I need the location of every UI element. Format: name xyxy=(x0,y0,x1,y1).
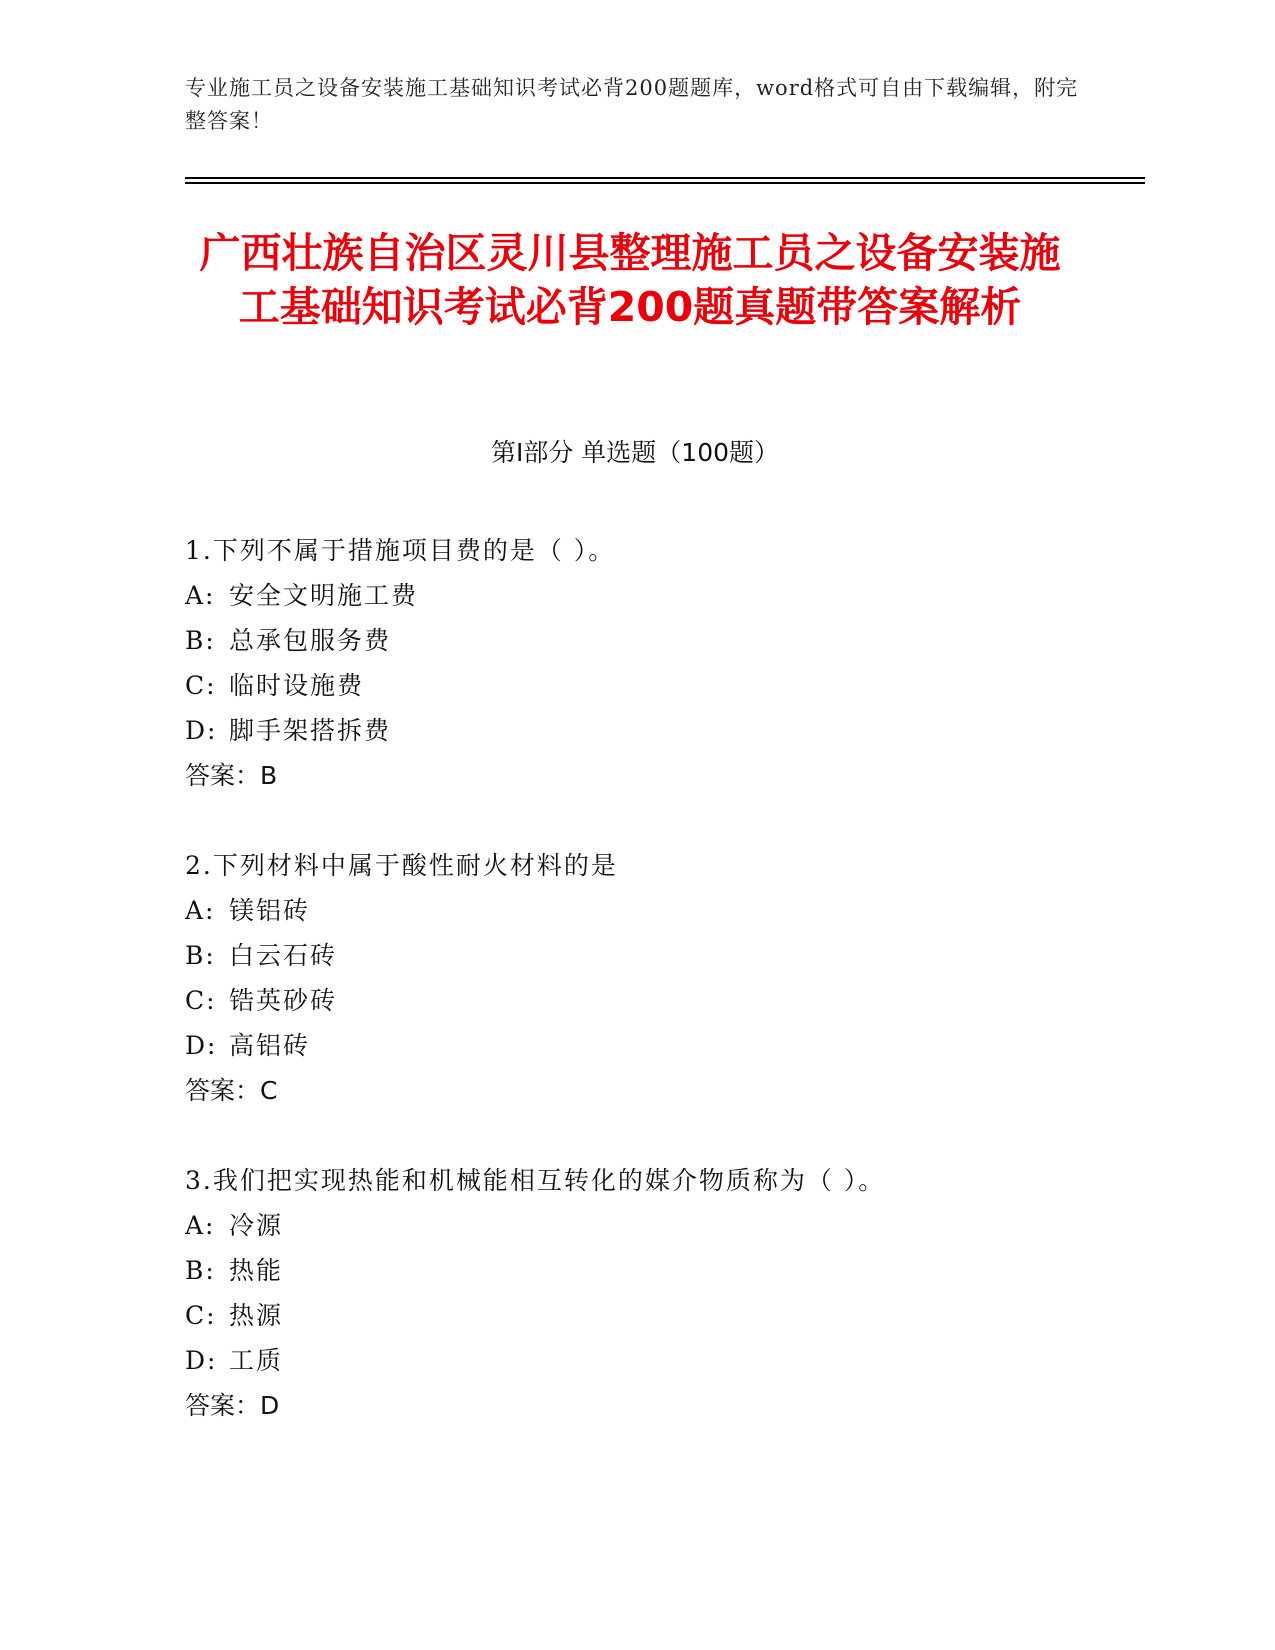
answer-text: 答案：C xyxy=(185,1076,278,1105)
question-3 xyxy=(185,1158,1145,1428)
option-b xyxy=(185,618,1145,663)
option-text: 脚手架搭拆费 xyxy=(229,716,392,745)
option-letter: D: xyxy=(185,1346,218,1375)
question-text: 3.我们把实现热能和机械能相互转化的媒介物质称为（ ）。 xyxy=(185,1166,886,1195)
option-c xyxy=(185,663,1145,708)
option-text: 临时设施费 xyxy=(229,671,365,700)
option-text: 高铝砖 xyxy=(229,1031,311,1060)
option-d xyxy=(185,708,1145,753)
option-letter: B: xyxy=(185,626,216,655)
option-text: 锆英砂砖 xyxy=(229,986,338,1015)
option-letter: D: xyxy=(185,1031,218,1060)
option-letter: B: xyxy=(185,1256,216,1285)
option-a xyxy=(185,1203,1145,1248)
option-letter: D: xyxy=(185,716,218,745)
answer-text: 答案：B xyxy=(185,761,278,790)
option-letter: C: xyxy=(185,671,217,700)
option-text: 冷源 xyxy=(229,1211,284,1240)
option-text: 镁铝砖 xyxy=(229,896,311,925)
question-1 xyxy=(185,528,1145,798)
option-text: 白云石砖 xyxy=(229,941,338,970)
header-divider-line xyxy=(185,177,1145,179)
header-divider-line-2 xyxy=(185,182,1145,184)
option-text: 热源 xyxy=(229,1301,284,1330)
option-a xyxy=(185,573,1145,618)
option-text: 工质 xyxy=(229,1346,284,1375)
option-b xyxy=(185,933,1145,978)
option-letter: C: xyxy=(185,986,217,1015)
option-letter: A: xyxy=(185,1211,216,1240)
option-b xyxy=(185,1248,1145,1293)
option-d xyxy=(185,1023,1145,1068)
question-list xyxy=(185,528,1145,1473)
option-text: 总承包服务费 xyxy=(229,626,392,655)
option-text: 热能 xyxy=(229,1256,284,1285)
option-c xyxy=(185,978,1145,1023)
option-a xyxy=(185,888,1145,933)
option-letter: A: xyxy=(185,581,216,610)
option-text: 安全文明施工费 xyxy=(229,581,419,610)
header-note: 专业施工员之设备安装施工基础知识考试必背200题题库，word格式可自由下载编辑，附完整答案！ xyxy=(185,76,1079,133)
answer-text: 答案：D xyxy=(185,1391,280,1420)
question-2 xyxy=(185,843,1145,1113)
document-title: 广西壮族自治区灵川县整理施工员之设备安装施工基础知识考试必背200题真题带答案解析 xyxy=(199,229,1061,331)
option-letter: C: xyxy=(185,1301,217,1330)
question-text: 2.下列材料中属于酸性耐火材料的是 xyxy=(185,851,618,880)
option-c xyxy=(185,1293,1145,1338)
section-heading: 第Ⅰ部分 单选题（100题） xyxy=(490,438,780,467)
option-letter: B: xyxy=(185,941,216,970)
question-text: 1.下列不属于措施项目费的是（ ）。 xyxy=(185,536,616,565)
option-d xyxy=(185,1338,1145,1383)
option-letter: A: xyxy=(185,896,216,925)
